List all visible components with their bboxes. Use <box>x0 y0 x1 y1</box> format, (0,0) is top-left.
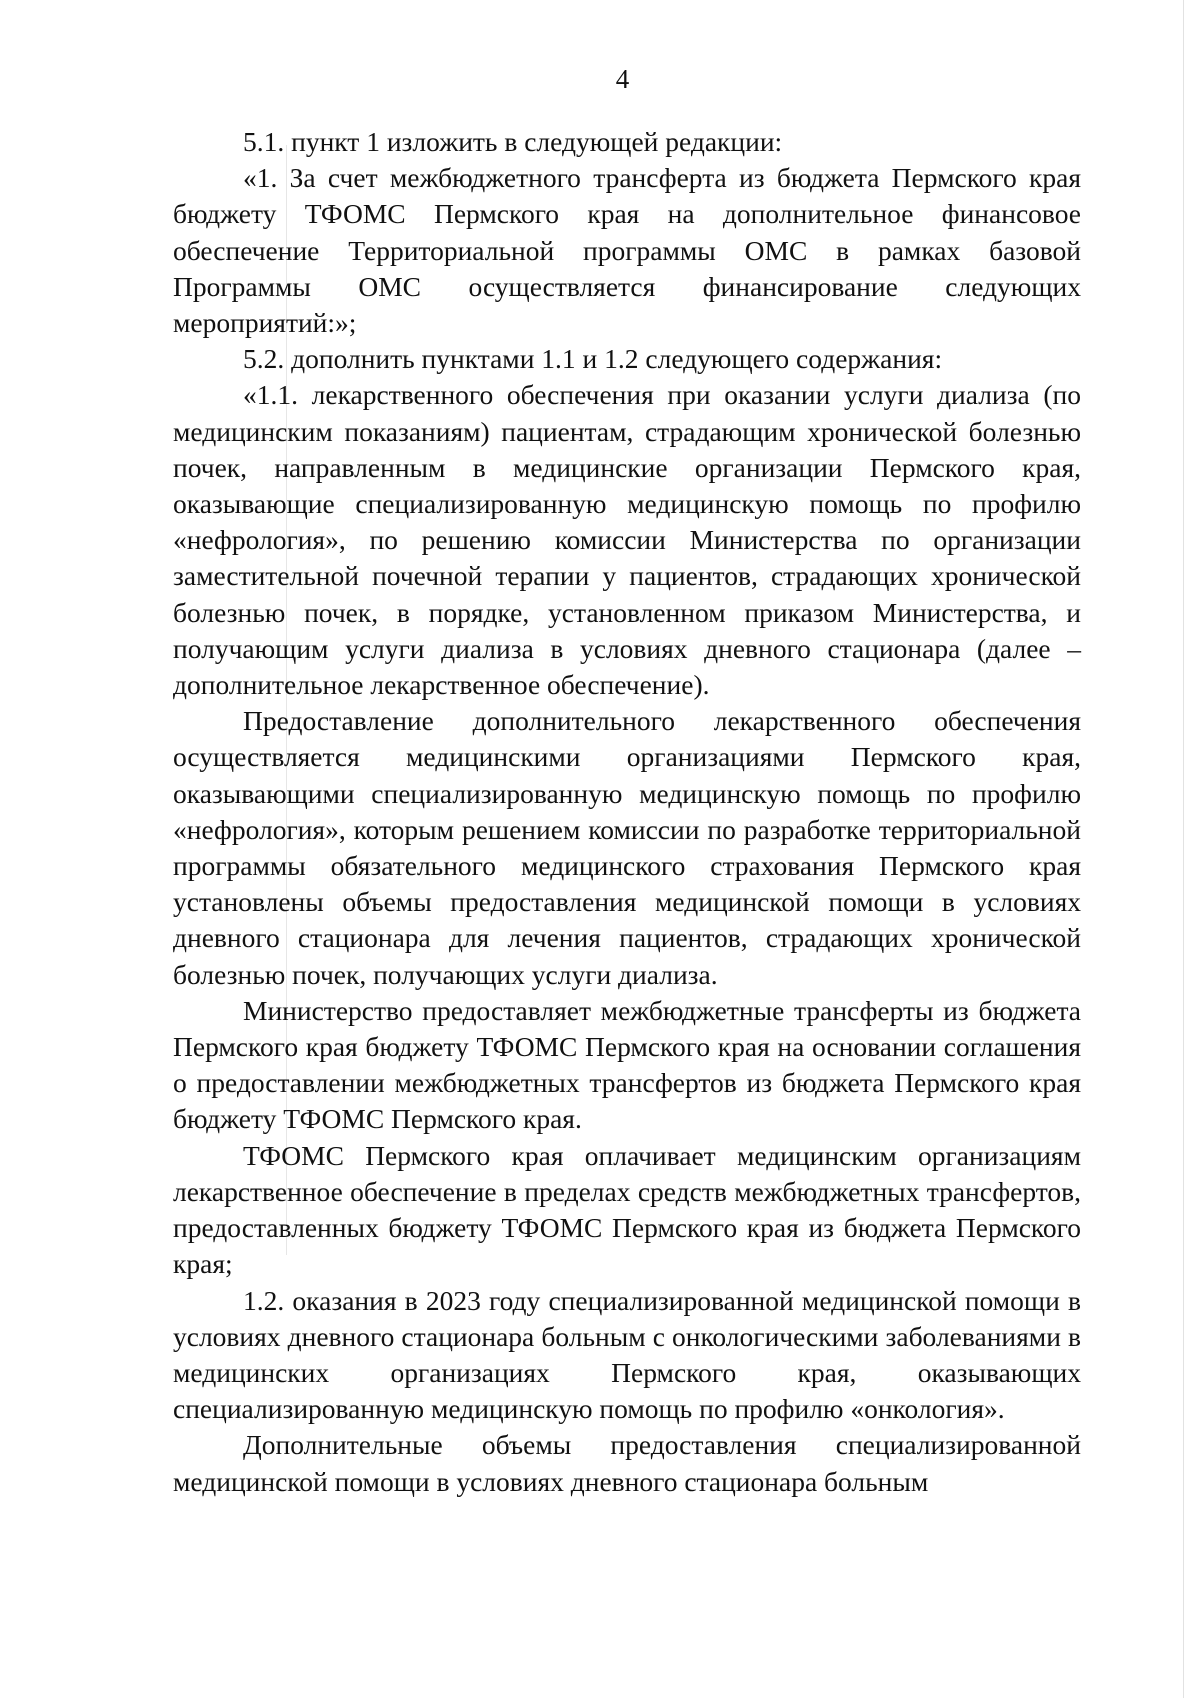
paragraph-item-1-2: 1.2. оказания в 2023 году специализированной медицинской помощи в условиях дневного стационара больным с онкологическими заболеваниями в медицинских организациях Пермского края, оказывающих специализированную медицинскую помощь по профилю «онкология». <box>173 1284 1081 1425</box>
paragraph-provision: Предоставление дополнительного лекарственного обеспечения осуществляется медицинскими организациями Пермского края, оказывающими специализированную медицинскую помощь по профилю «нефрология», которым решением комиссии по разработке территориальной программы обязательного медицинского страхования Пермского края установлены объемы предоставления медицинской помощи в условиях дневного стационара для лечения пациентов, страдающих хронической болезнью почек, получающих услуги диализа. <box>173 705 1081 990</box>
paragraph-ministry: Министерство предоставляет межбюджетные трансферты из бюджета Пермского края бюджету ТФОМС Пермского края на основании соглашения о предоставлении межбюджетных трансфертов из бюджета Пермского края бюджету ТФОМС Пермского края. <box>173 994 1081 1135</box>
document-body <box>173 124 1081 1500</box>
paragraph-5-2: 5.2. дополнить пунктами 1.1 и 1.2 следующего содержания: <box>243 343 943 375</box>
paragraph-tfoms: ТФОМС Пермского края оплачивает медицинским организациям лекарственное обеспечение в пределах средств межбюджетных трансфертов, предоставленных бюджету ТФОМС Пермского края из бюджета Пермского края; <box>173 1139 1081 1280</box>
paragraph-item-1: «1. За счет межбюджетного трансферта из бюджета Пермского края бюджету ТФОМС Пермского края на дополнительное финансовое обеспечение Территориальной программы ОМС в рамках базовой Программы ОМС осуществляется финансирование следующих мероприятий:»; <box>173 162 1081 339</box>
paragraph-5-1: 5.1. пункт 1 изложить в следующей редакции: <box>243 126 783 157</box>
page-number: 4 <box>615 64 630 94</box>
paragraph-item-1-1: «1.1. лекарственного обеспечения при оказании услуги диализа (по медицинским показаниям) пациентам, страдающим хронической болезнью почек, направленным в медицинские организации Пермского края, оказывающие специализированную медицинскую помощь по профилю «нефрология», по решению комиссии Министерства по организации заместительной почечной терапии у пациентов, страдающих хронической болезнью почек, в порядке, установленном приказом Министерства, и получающим услуги диализа в условиях дневного стационара (далее – дополнительное лекарственное обеспечение). <box>173 379 1081 701</box>
scan-edge-line <box>1183 0 1184 1698</box>
paragraph-additional-volumes: Дополнительные объемы предоставления специализированной медицинской помощи в условиях дневного стационара больным <box>173 1429 1081 1497</box>
